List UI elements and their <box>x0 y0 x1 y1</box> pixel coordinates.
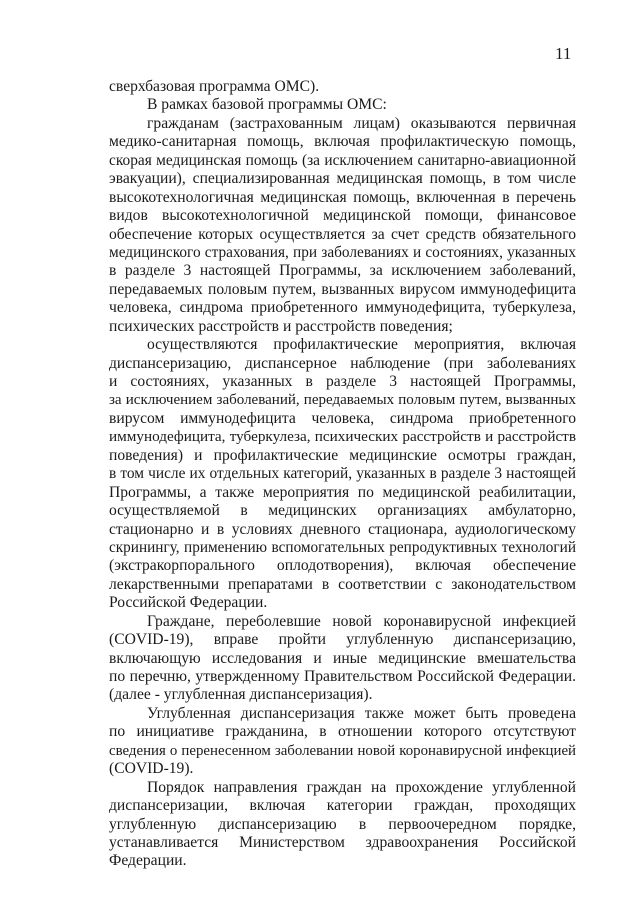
text-line: осуществляемой в медицинских организациях амбулаторно, <box>109 502 576 520</box>
text-line: стационарно и в условиях дневного стационара, аудиологическому <box>109 520 576 538</box>
text-line: диспансеризацию, диспансерное наблюдение (при заболеваниях <box>109 354 576 372</box>
document-body <box>109 78 576 871</box>
text-line: в разделе 3 настоящей Программы, за исключением заболеваний, <box>109 262 576 280</box>
text-line: Граждане, переболевшие новой коронавирусной инфекцией <box>147 612 576 630</box>
text-line: в том числе их отдельных категорий, указанных в разделе 3 настоящей <box>109 465 576 483</box>
text-line: лекарственными препаратами в соответствии с законодательством <box>109 575 576 593</box>
text-line: высокотехнологичная медицинская помощь, включенная в перечень <box>109 188 576 206</box>
text-line: вирусом иммунодефицита человека, синдрома приобретенного <box>109 409 576 427</box>
text-line: (COVID-19). <box>109 760 194 778</box>
text-line: по инициативе гражданина, в отношении которого отсутствуют <box>109 723 576 741</box>
text-line: медико-санитарная помощь, включая профилактическую помощь, <box>109 133 576 151</box>
text-line: В рамках базовой программы ОМС: <box>147 96 387 114</box>
text-line: диспансеризации, включая категории граждан, проходящих <box>109 797 576 815</box>
page-number: 11 <box>555 44 572 63</box>
text-line: (далее - углубленная диспансеризация). <box>109 686 373 704</box>
text-line: скринингу, применению вспомогательных репродуктивных технологий <box>109 538 576 556</box>
text-line: по перечню, утвержденному Правительством Российской Федерации. <box>109 668 576 685</box>
text-line: поведения) и профилактические медицинские осмотры граждан, <box>109 446 576 464</box>
text-line: эвакуации), специализированная медицинская помощь, в том числе <box>109 170 576 188</box>
text-line: человека, синдрома приобретенного иммунодефицита, туберкулеза, <box>109 299 576 317</box>
text-line: сведения о перенесенном заболевании новой коронавирусной инфекцией <box>109 742 576 759</box>
text-line: обеспечение которых осуществляется за счет средств обязательного <box>109 225 576 243</box>
text-line: (COVID-19), вправе пройти углубленную диспансеризацию, <box>109 631 576 649</box>
text-line: передаваемых половым путем, вызванных вирусом иммунодефицита <box>109 280 576 298</box>
text-line: (экстракорпорального оплодотворения), включая обеспечение <box>109 557 576 575</box>
text-line: сверхбазовая программа ОМС). <box>109 78 320 95</box>
text-line: Программы, а также мероприятия по медицинской реабилитации, <box>109 483 576 501</box>
text-line: включающую исследования и иные медицинские вмешательства <box>109 649 576 667</box>
text-line: иммунодефицита, туберкулеза, психических расстройств и расстройств <box>109 428 576 446</box>
text-line: гражданам (застрахованным лицам) оказываются первичная <box>147 114 576 132</box>
text-line: Порядок направления граждан на прохождение углубленной <box>147 778 576 796</box>
text-line: видов высокотехнологичной медицинской помощи, финансовое <box>109 207 576 225</box>
text-line: скорая медицинская помощь (за исключением санитарно-авиационной <box>109 151 576 169</box>
text-line: осуществляются профилактические мероприятия, включая <box>147 336 576 354</box>
text-line: углубленную диспансеризацию в первоочередном порядке, <box>109 815 576 833</box>
text-line: Российской Федерации. <box>109 594 268 612</box>
text-line: и состояниях, указанных в разделе 3 настоящей Программы, <box>109 373 576 390</box>
text-line: за исключением заболеваний, передаваемых половым путем, вызванных <box>109 392 576 409</box>
text-line: Углубленная диспансеризация также может быть проведена <box>147 704 576 722</box>
text-line: Федерации. <box>109 852 187 870</box>
text-line: психических расстройств и расстройств поведения; <box>109 317 453 335</box>
text-line: устанавливается Министерством здравоохранения Российской <box>109 833 576 851</box>
text-line: медицинского страхования, при заболеваниях и состояниях, указанных <box>109 243 576 261</box>
